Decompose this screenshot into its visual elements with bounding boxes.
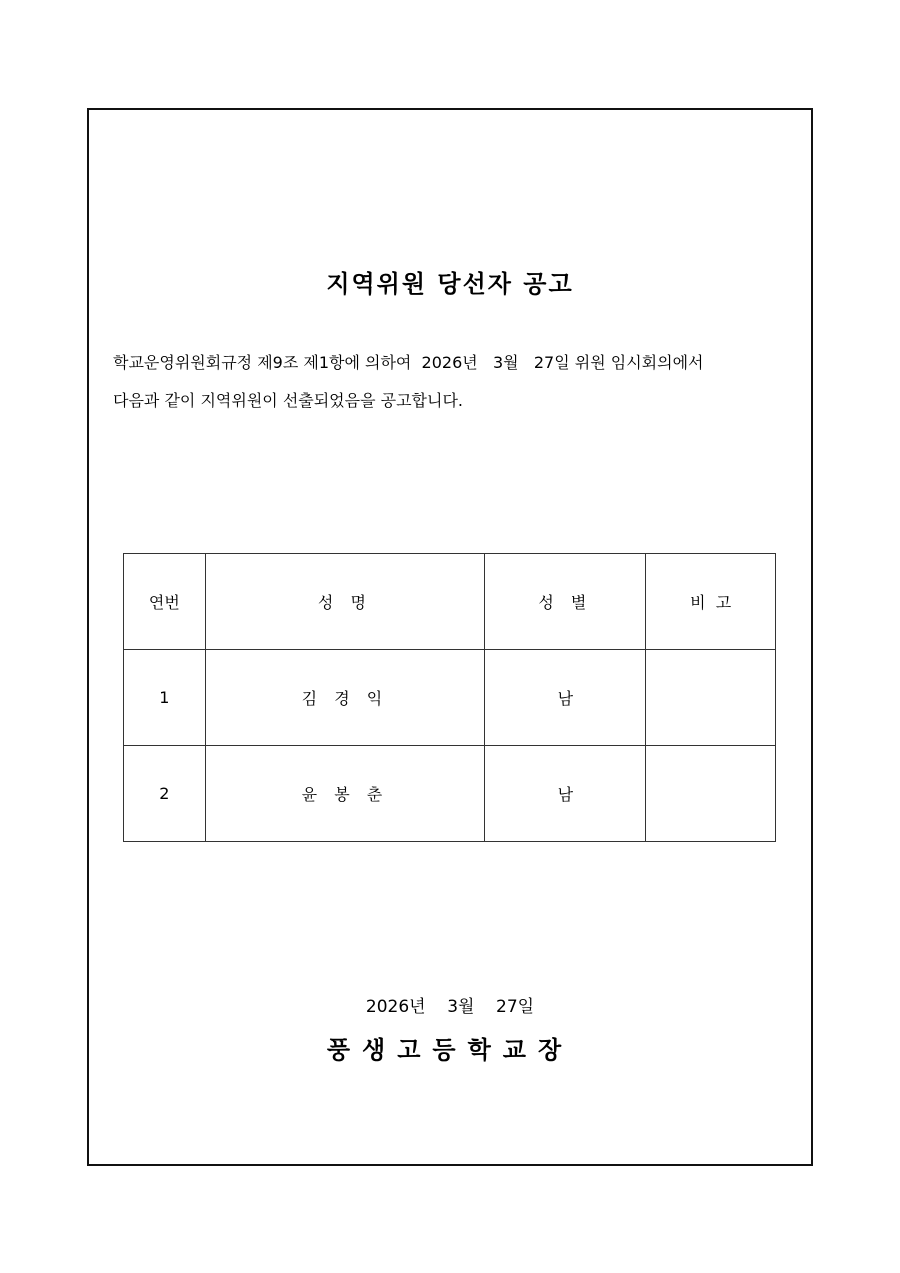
cell-sex: 남 — [485, 746, 646, 842]
cell-sex: 남 — [485, 650, 646, 746]
announcement-date: 2026년 3월 27일 — [365, 997, 535, 1017]
table-header-row — [124, 554, 776, 650]
header-number: 연번 — [124, 554, 206, 650]
cell-note — [646, 650, 776, 746]
header-sex: 성 별 — [485, 554, 646, 650]
body-text-line-2: 다음과 같이 지역위원이 선출되었음을 공고합니다. — [113, 391, 464, 410]
cell-number: 2 — [124, 746, 206, 842]
header-name: 성 명 — [205, 554, 485, 650]
cell-note — [646, 746, 776, 842]
table-row — [124, 650, 776, 746]
document-title: 지역위원 당선자 공고 — [326, 270, 574, 298]
elected-members-table — [123, 553, 776, 842]
cell-number: 1 — [124, 650, 206, 746]
cell-name: 김 경 익 — [205, 650, 485, 746]
table-row — [124, 746, 776, 842]
body-text-line-1: 학교운영위원회규정 제9조 제1항에 의하여 2026년 3월 27일 위원 임시회의에서 — [113, 353, 704, 372]
signer-name: 풍생고등학교장 — [326, 1036, 574, 1064]
cell-name: 윤 봉 춘 — [205, 746, 485, 842]
header-note: 비 고 — [646, 554, 776, 650]
